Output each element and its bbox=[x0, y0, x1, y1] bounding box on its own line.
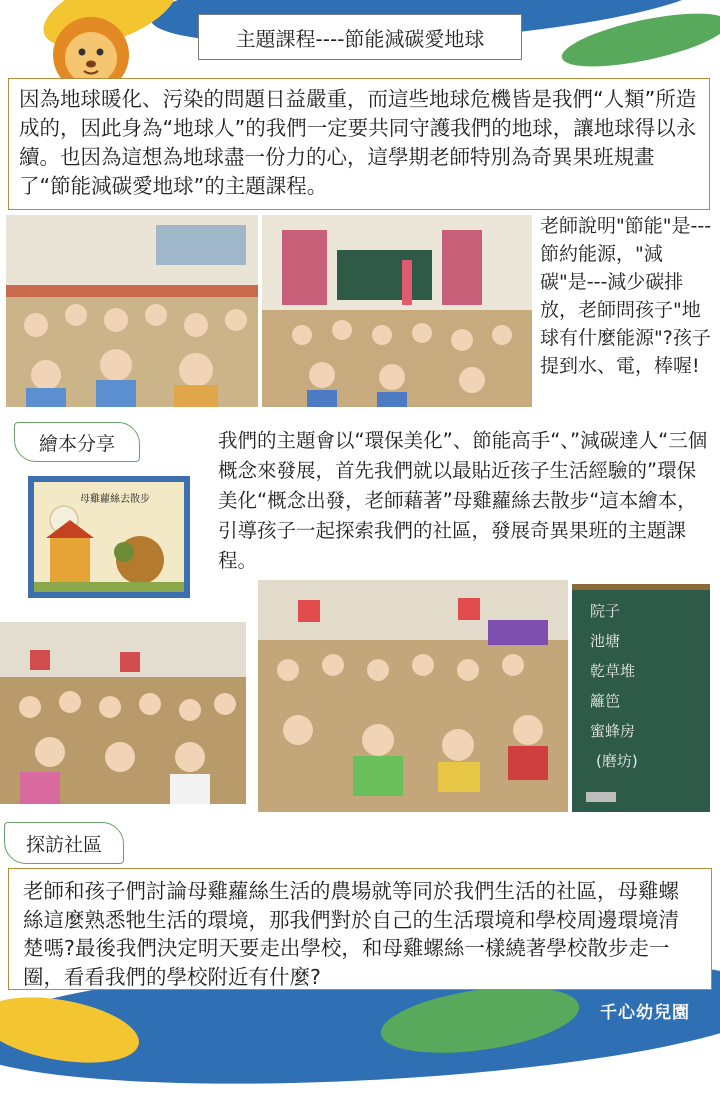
book-title-text: 母雞蘿絲去散步 bbox=[80, 494, 150, 505]
blackboard-line-4: 籬笆 bbox=[590, 692, 621, 710]
classroom-photo-3 bbox=[0, 622, 246, 804]
blackboard-line-1: 院子 bbox=[590, 602, 621, 620]
picture-book-label: 繪本分享 bbox=[14, 422, 140, 462]
page-title: 主題課程----節能減碳愛地球 bbox=[198, 14, 522, 60]
intro-paragraph: 因為地球暖化、污染的問題日益嚴重，而這些地球危機皆是我們“人類”所造成的，因此身為“地球人”的我們一定要共同守護我們的地球，讓地球得以永續。也因為這想為地球盡一份力的心，這學期老師特別為奇異果班規畫了“節能減碳愛地球”的主題課程。 bbox=[8, 78, 710, 210]
blackboard-line-2: 池塘 bbox=[590, 632, 621, 650]
theme-description-text: 我們的主題會以“環保美化”、節能高手“、”減碳達人“三個概念來發展，首先我們就以最貼近孩子生活經驗的”環保美化“概念出發，老師藉著”母雞蘿絲去散步“這本繪本，引導孩子一起探索我們的社區，發展奇異果班的主題課程。 bbox=[218, 429, 708, 572]
book-cover-image bbox=[28, 476, 190, 598]
school-logo: 千心幼兒園 bbox=[600, 1003, 690, 1023]
blackboard-line-3: 乾草堆 bbox=[590, 662, 636, 680]
blackboard-line-6: (磨坊) bbox=[596, 752, 638, 770]
classroom-photo-2 bbox=[262, 215, 532, 407]
community-paragraph: 老師和孩子們討論母雞蘿絲生活的農場就等同於我們生活的社區，母雞螺絲這麼熟悉牠生活的環境，那我們對於自己的生活環境和學校周邊環境清楚嗎?最後我們決定明天要走出學校，和母雞螺絲一樣繞著學校散步走一圈，看看我們的學校附近有什麼? bbox=[8, 868, 712, 990]
classroom-photo-1 bbox=[6, 215, 258, 407]
blackboard-photo bbox=[572, 584, 710, 812]
energy-explanation-text: 老師說明"節能"是---節約能源，"減碳"是---減少碳排放，老師問孩子"地球有什麼能源"?孩子提到水、電，棒喔! bbox=[540, 215, 712, 377]
blackboard-line-5: 蜜蜂房 bbox=[590, 722, 636, 740]
classroom-photo-4 bbox=[258, 580, 568, 812]
community-visit-label: 探訪社區 bbox=[4, 822, 124, 864]
